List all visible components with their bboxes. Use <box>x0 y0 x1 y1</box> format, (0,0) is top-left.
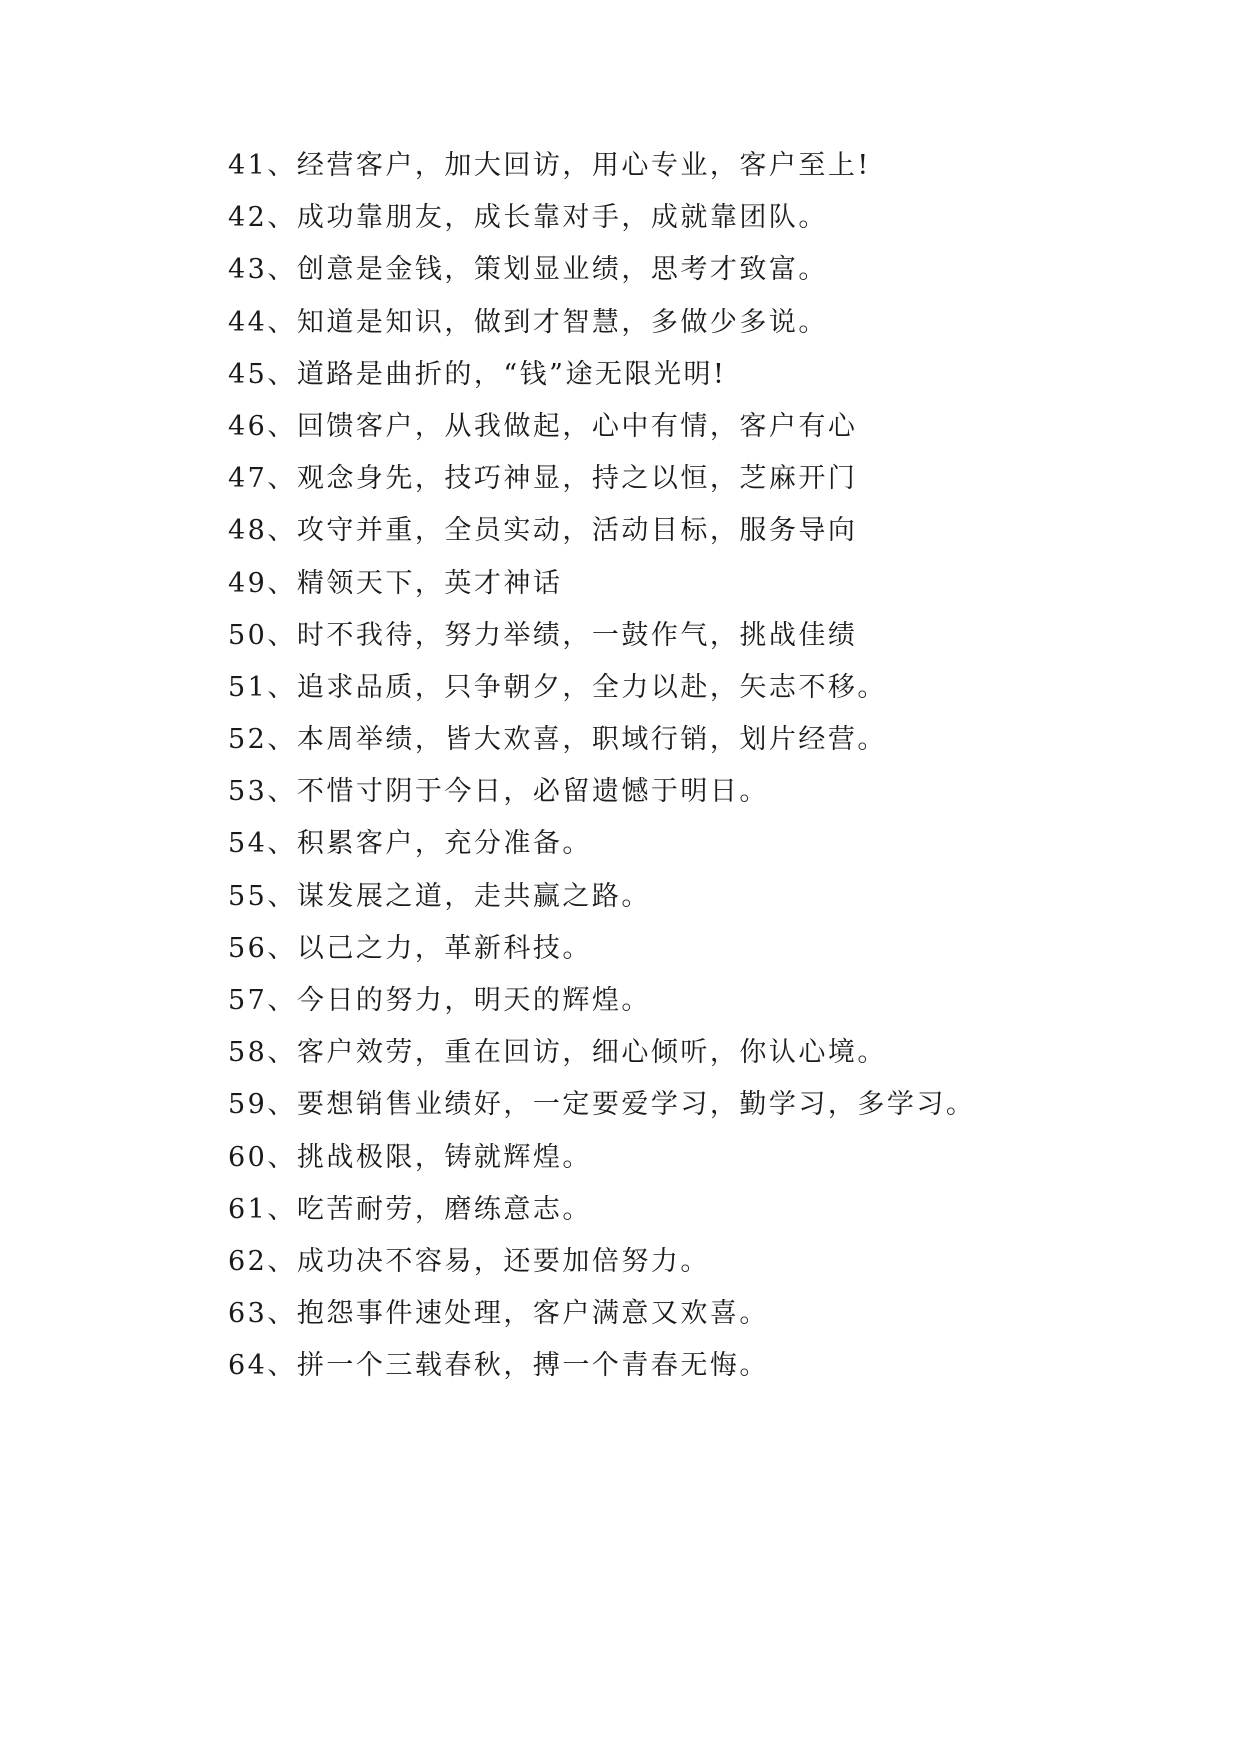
slogan-line-41: 41、经营客户，加大回访，用心专业，客户至上! <box>228 150 871 181</box>
slogan-line-54: 54、积累客户，充分准备。 <box>228 828 592 860</box>
slogan-line-42: 42、成功靠朋友，成长靠对手，成就靠团队。 <box>228 202 828 234</box>
slogan-line-48: 48、攻守并重，全员实动，活动目标，服务导向 <box>228 515 858 547</box>
slogan-line-55: 55、谋发展之道，走共赢之路。 <box>228 880 651 912</box>
slogan-line-43: 43、创意是金钱，策划显业绩，思考才致富。 <box>228 254 828 286</box>
slogan-line-52: 52、本周举绩，皆大欢喜，职域行销，划片经营。 <box>228 724 887 756</box>
slogan-line-53: 53、不惜寸阴于今日，必留遗憾于明日。 <box>228 776 769 808</box>
slogan-line-44: 44、知道是知识，做到才智慧，多做少多说。 <box>228 306 828 338</box>
slogan-list <box>228 140 1068 1393</box>
slogan-line-58: 58、客户效劳，重在回访，细心倾听，你认心境。 <box>228 1037 887 1069</box>
slogan-line-61: 61、吃苦耐劳，磨练意志。 <box>228 1193 592 1225</box>
slogan-line-45: 45、道路是曲折的，“钱”途无限光明! <box>228 358 727 390</box>
slogan-line-60: 60、挑战极限，铸就辉煌。 <box>228 1141 592 1173</box>
slogan-line-46: 46、回馈客户，从我做起，心中有情，客户有心 <box>228 410 858 442</box>
slogan-line-59: 59、要想销售业绩好，一定要爱学习，勤学习，多学习。 <box>228 1089 976 1121</box>
slogan-line-63: 63、抱怨事件速处理，客户满意又欢喜。 <box>228 1298 769 1330</box>
slogan-line-62: 62、成功决不容易，还要加倍努力。 <box>228 1245 710 1277</box>
slogan-line-56: 56、以己之力，革新科技。 <box>228 932 592 964</box>
slogan-line-49: 49、精领天下，英才神话 <box>228 567 563 599</box>
slogan-line-47: 47、观念身先，技巧神显，持之以恒，芝麻开门 <box>228 463 858 495</box>
slogan-line-50: 50、时不我待，努力举绩，一鼓作气，挑战佳绩 <box>228 619 858 651</box>
slogan-line-57: 57、今日的努力，明天的辉煌。 <box>228 985 651 1016</box>
slogan-line-64: 64、拼一个三载春秋，搏一个青春无悔。 <box>228 1350 769 1382</box>
slogan-line-51: 51、追求品质，只争朝夕，全力以赴，矢志不移。 <box>228 671 887 703</box>
